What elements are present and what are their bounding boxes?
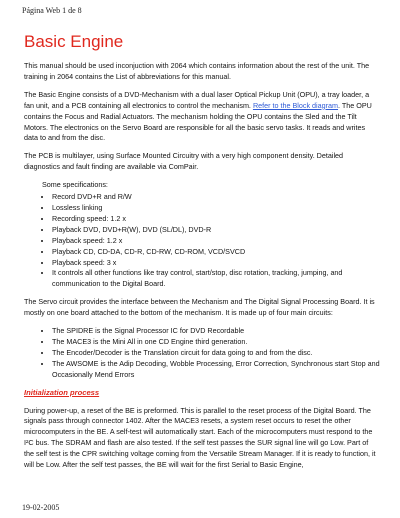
document-body bbox=[24, 32, 380, 478]
servo-circuit-paragraph: The Servo circuit provides the interface between the Mechanism and The Digital Signal Processing Board. It is mostly on one board attached to the bottom of the mechanism. It is made up of four main circuits: bbox=[24, 297, 375, 318]
initialization-paragraph: During power-up, a reset of the BE is preformed. This is parallel to the reset process of the Digital Board. The signals pass through connector 1402. After the MACE3 resets, a system reset occurs to reset the other microcomputers in the BE. A self-test will automatically start. Each of the microcomputers must respond to the I²C bus. The SDRAM and flash are also tested. If the self test passes the SUR signal line will go Low. Part of the self test is the CPR switching voltage coming from the Versatile Stream Manager. If it is ready to function, it will be Low. After the self test passes, the BE will wait for the first Serial to Basic Engine, bbox=[24, 405, 376, 470]
list-item: • It controls all other functions like tray control, start/stop, disc rotation, tracking, jumping, and communication to the Digital Board. bbox=[52, 268, 380, 290]
initialization-heading: Initialization process bbox=[24, 387, 100, 397]
list-item: • Lossless linking bbox=[52, 203, 380, 214]
list-item: • Playback speed: 1.2 x bbox=[52, 236, 380, 247]
intro-paragraph: This manual should be used inconjuction with 2064 which contains information about the rest of the unit. The training in 2064 contains the List of abbreviations for this manual. bbox=[24, 61, 370, 81]
print-footer-date: 19-02-2005 bbox=[22, 503, 60, 512]
list-item: • The MACE3 is the Mini All in one CD Engine third generation. bbox=[52, 337, 380, 348]
list-item: • The Encoder/Decoder is the Translation circuit for data going to and from the disc. bbox=[52, 348, 380, 359]
description-paragraph bbox=[24, 90, 380, 145]
page-title: Basic Engine bbox=[24, 32, 124, 51]
print-header-page-label: Página Web 1 de 8 bbox=[22, 6, 82, 15]
pcb-paragraph: The PCB is multilayer, using Surface Mounted Circuitry with a very high component density. Detailed diagnostics and fault finding are available via ComPair. bbox=[24, 151, 344, 172]
description-text-before-link: The Basic Engine consists of a DVD-Mechanism with a dual laser Optical Pickup Unit (OPU), a tray loader, a fan unit, and a PCB containing all electronics to control the mechanism. bbox=[24, 89, 370, 110]
list-item: • Playback speed: 3 x bbox=[52, 258, 380, 269]
list-item: • The SPIDRE is the Signal Processor IC for DVD Recordable bbox=[52, 326, 380, 337]
block-diagram-link[interactable]: Refer to the Block diagram bbox=[252, 100, 339, 110]
specifications-intro: Some specifications: bbox=[42, 180, 108, 190]
list-item: • Playback CD, CD-DA, CD-R, CD-RW, CD-ROM, VCD/SVCD bbox=[52, 247, 380, 258]
list-item: • Recording speed: 1.2 x bbox=[52, 214, 380, 225]
servo-circuits-list bbox=[24, 326, 380, 381]
list-item: • Record DVD+R and R/W bbox=[52, 192, 380, 203]
description-text-after-link: . The OPU contains the Focus and Radial Actuators. The mechanism holding the OPU contains the Sled and the Tilt Motors. The electronics on the Servo Board are responsible for all the basic servo tasks. It reads and writes data to and from the disc. bbox=[24, 100, 372, 143]
list-item: • The AWSOME is the Adip Decoding, Wobble Processing, Error Correction, Synchronous start Stop and Occasionally Mend Errors bbox=[52, 359, 380, 381]
specifications-list bbox=[24, 192, 380, 290]
list-item: • Playback DVD, DVD+R(W), DVD (SL/DL), DVD-R bbox=[52, 225, 380, 236]
